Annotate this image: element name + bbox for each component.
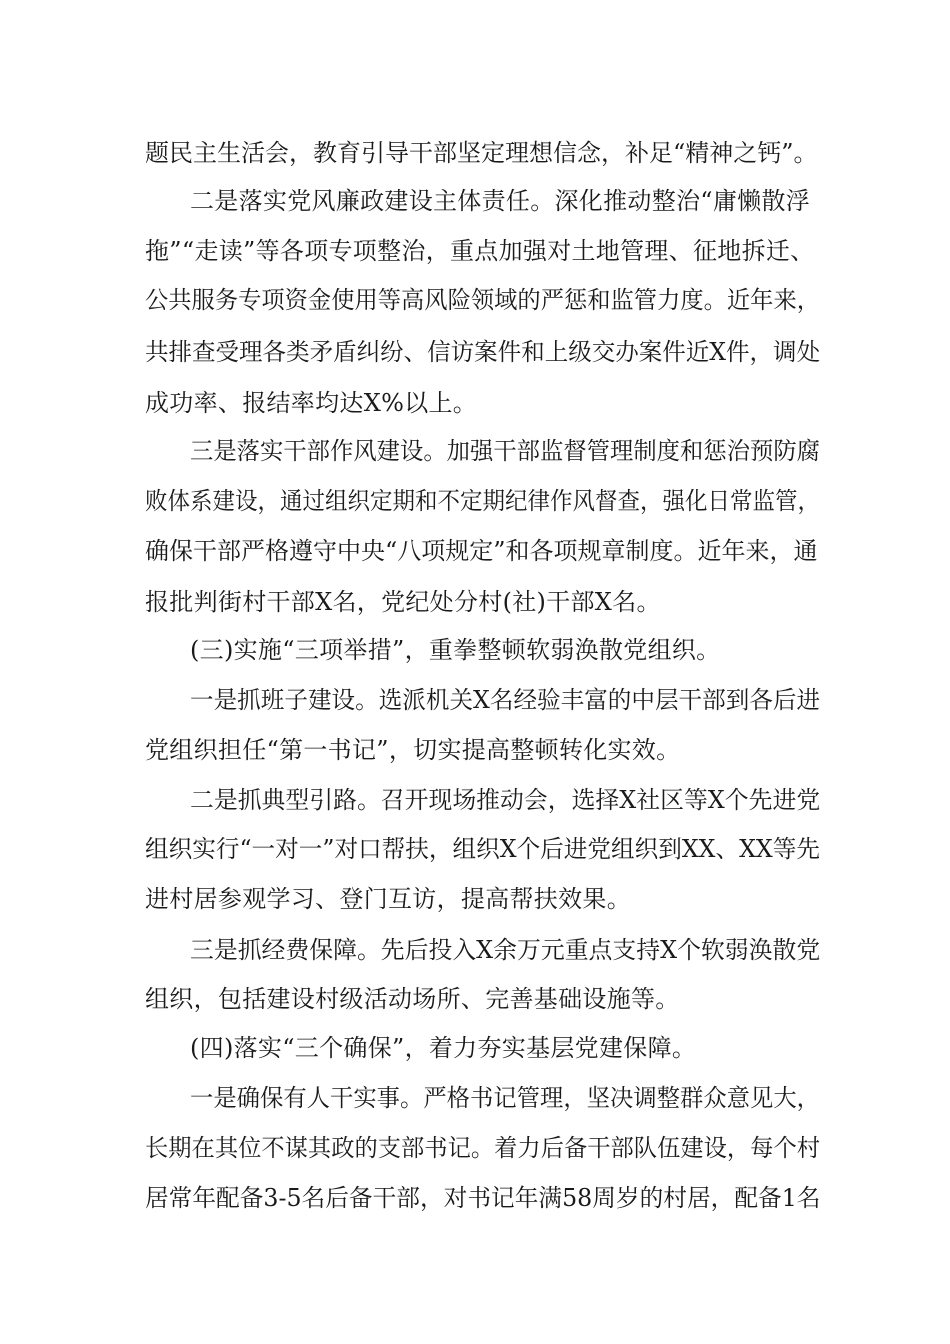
paragraph-line: 组织实行“一对一”对口帮扶，组织X个后进党组织到XX、XX等先: [145, 835, 820, 863]
section-heading: (四)落实“三个确保”，着力夯实基层党建保障。: [190, 1034, 697, 1062]
paragraph-line: 拖”“走读”等各项专项整治，重点加强对土地管理、征地拆迁、: [145, 237, 815, 265]
paragraph-line: 党组织担任“第一书记”，切实提高整顿转化实效。: [145, 736, 681, 764]
paragraph-line: 居常年配备3-5名后备干部，对书记年满58周岁的村居，配备1名: [145, 1184, 821, 1212]
paragraph-line: 题民主生活会，教育引导干部坚定理想信念，补足“精神之钙”。: [145, 139, 818, 167]
paragraph-line: 长期在其位不谋其政的支部书记。着力后备干部队伍建设，每个村: [145, 1134, 820, 1162]
paragraph-line: 一是确保有人干实事。严格书记管理，坚决调整群众意见大，: [190, 1084, 820, 1112]
paragraph-line: 二是落实党风廉政建设主体责任。深化推动整治“庸懒散浮: [190, 187, 811, 215]
paragraph-line: 公共服务专项资金使用等高风险领域的严惩和监管力度。近年来，: [145, 286, 820, 314]
paragraph-line: 一是抓班子建设。选派机关X名经验丰富的中层干部到各后进: [190, 686, 821, 714]
paragraph-line: 败体系建设，通过组织定期和不定期纪律作风督查，强化日常监管，: [145, 487, 820, 515]
paragraph-line: 二是抓典型引路。召开现场推动会，选择X社区等X个先进党: [190, 786, 821, 814]
section-heading: (三)实施“三项举措”，重拳整顿软弱涣散党组织。: [190, 636, 721, 664]
paragraph-line: 成功率、报结率均达X%以上。: [145, 389, 478, 417]
paragraph-line: 共排查受理各类矛盾纠纷、信访案件和上级交办案件近X件，调处: [145, 338, 821, 366]
paragraph-line: 三是落实干部作风建设。加强干部监督管理制度和惩治预防腐: [190, 437, 820, 465]
paragraph-line: 进村居参观学习、登门互访，提高帮扶效果。: [145, 885, 631, 913]
paragraph-line: 三是抓经费保障。先后投入X余万元重点支持X个软弱涣散党: [190, 936, 821, 964]
paragraph-line: 报批判街村干部X名，党纪处分村(社)干部X名。: [145, 588, 661, 616]
paragraph-line: 确保干部严格遵守中央“八项规定”和各项规章制度。近年来，通: [145, 537, 818, 565]
paragraph-line: 组织，包括建设村级活动场所、完善基础设施等。: [145, 985, 680, 1013]
